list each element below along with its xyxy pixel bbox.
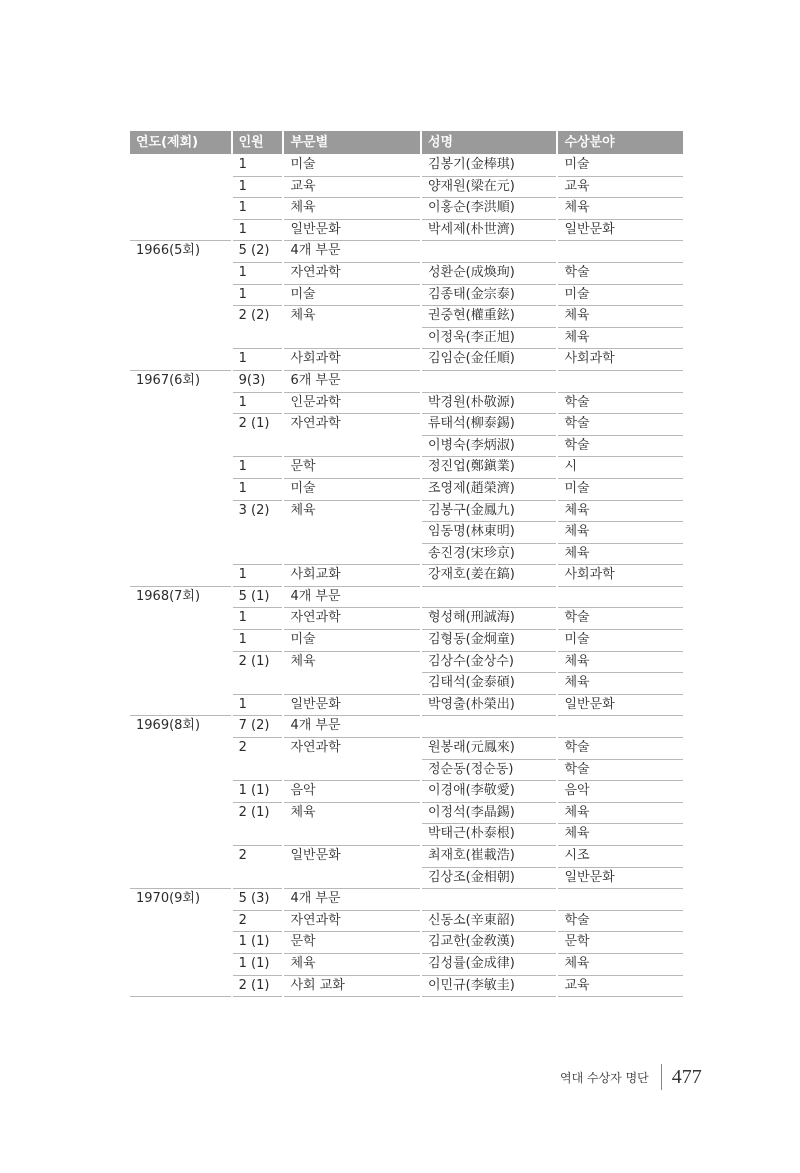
cell-count: [233, 544, 283, 566]
cell-year: [130, 803, 231, 825]
table-row: [130, 371, 683, 393]
table-row: [130, 587, 683, 609]
table-row: [130, 846, 683, 868]
cell-name: 김상수(金상수): [422, 652, 557, 674]
table-row: [130, 716, 683, 738]
cell-year: [130, 652, 231, 674]
table-row: [130, 220, 683, 242]
cell-category: 교육: [284, 177, 420, 199]
table-row: [130, 976, 683, 998]
cell-name: 박영출(朴榮出): [422, 695, 557, 717]
header-year: 연도(제회): [130, 131, 231, 154]
cell-name: 김봉구(金鳳九): [422, 501, 557, 523]
cell-category: 4개 부문: [284, 889, 420, 911]
table-row: [130, 911, 683, 933]
cell-category: 문학: [284, 457, 420, 479]
cell-year: [130, 479, 231, 501]
table-row: [130, 501, 683, 523]
cell-name: 박태근(朴泰根): [422, 824, 557, 846]
cell-name: 최재호(崔載浩): [422, 846, 557, 868]
cell-field: 학술: [558, 263, 683, 285]
cell-name: 이정석(李晶錫): [422, 803, 557, 825]
cell-field: [558, 371, 683, 393]
cell-field: 체육: [558, 954, 683, 976]
cell-year: [130, 544, 231, 566]
cell-category: [284, 328, 420, 350]
cell-year: [130, 608, 231, 630]
cell-count: 1: [233, 695, 283, 717]
table-row: [130, 565, 683, 587]
cell-category: [284, 760, 420, 782]
table-row: [130, 522, 683, 544]
cell-year: [130, 695, 231, 717]
cell-field: 미술: [558, 630, 683, 652]
cell-field: [558, 889, 683, 911]
cell-category: 자연과학: [290, 740, 341, 756]
table-body: [130, 155, 683, 997]
cell-name: 김종태(金宗泰): [422, 285, 557, 307]
table-row: [130, 393, 683, 415]
cell-category: 일반문화: [284, 695, 420, 717]
table-row: [130, 177, 683, 199]
cell-field: 미술: [558, 155, 683, 177]
cell-field: 교육: [558, 177, 683, 199]
cell-name: 임동명(林東明): [422, 522, 557, 544]
cell-name: 류태석(柳泰錫): [422, 414, 557, 436]
cell-year: [130, 565, 231, 587]
cell-count: 1 (1): [233, 954, 283, 976]
cell-year: 1967(6회): [136, 372, 201, 388]
table-row: [130, 306, 683, 328]
cell-count: 2: [238, 848, 247, 863]
header-field: 수상분야: [558, 131, 683, 154]
cell-name: 이경애(李敬愛): [422, 781, 557, 803]
cell-field: 일반문화: [558, 695, 683, 717]
table-row: [130, 652, 683, 674]
cell-year: [130, 177, 231, 199]
cell-field: 체육: [558, 652, 683, 674]
cell-category: 체육: [284, 198, 420, 220]
cell-field: 일반문화: [558, 220, 683, 242]
cell-year: 1970(9회): [136, 891, 201, 907]
cell-year: [130, 198, 231, 220]
cell-year: 1966(5회): [136, 243, 201, 259]
table-row: [130, 673, 683, 695]
cell-field: 학술: [558, 738, 683, 760]
cell-count: 5 (1): [233, 587, 283, 609]
awards-table: [130, 131, 683, 997]
cell-category: 문학: [284, 932, 420, 954]
cell-year: [130, 911, 231, 933]
cell-year: [130, 781, 231, 803]
cell-count: 1: [233, 479, 283, 501]
cell-field: 학술: [558, 414, 683, 436]
table-row: [130, 285, 683, 307]
table-row: [130, 954, 683, 976]
table-row: [130, 608, 683, 630]
cell-category: 미술: [284, 630, 420, 652]
cell-year: [130, 522, 231, 544]
cell-category: [284, 868, 420, 890]
cell-category: 4개 부문: [284, 716, 420, 738]
cell-field: 시조: [558, 846, 683, 868]
cell-name: 김교한(金敎漢): [422, 932, 557, 954]
cell-count: 7 (2): [233, 716, 283, 738]
header-count: 인원: [233, 131, 283, 154]
cell-count: [233, 328, 283, 350]
table-row: [130, 781, 683, 803]
cell-count: 9(3): [233, 371, 283, 393]
table-row: [130, 695, 683, 717]
cell-category: 자연과학: [290, 416, 341, 432]
cell-count: 2 (1): [238, 653, 270, 669]
cell-year: [130, 393, 231, 415]
cell-field: 체육: [558, 824, 683, 846]
table-row: [130, 544, 683, 566]
cell-category: 사회 교화: [284, 976, 420, 998]
table-row: [130, 868, 683, 890]
table-row: [130, 479, 683, 501]
cell-field: [558, 716, 683, 738]
cell-count: 5 (2): [233, 241, 283, 263]
cell-field: 체육: [558, 522, 683, 544]
cell-name: 이민규(李敏圭): [422, 976, 557, 998]
cell-name: 송진경(宋珍京): [422, 544, 557, 566]
table-row: [130, 241, 683, 263]
cell-name: 박경원(朴敬源): [422, 393, 557, 415]
cell-year: [130, 501, 231, 523]
cell-category: 체육: [290, 502, 316, 518]
cell-year: [130, 328, 231, 350]
cell-count: 3 (2): [238, 502, 270, 518]
cell-field: 체육: [558, 328, 683, 350]
cell-name: 이홍순(李洪順): [422, 198, 557, 220]
cell-year: 1969(8회): [136, 718, 201, 734]
cell-count: 1: [233, 630, 283, 652]
cell-name: [422, 371, 557, 393]
cell-count: [233, 824, 283, 846]
cell-count: 2 (1): [238, 804, 270, 820]
cell-field: 시: [558, 457, 683, 479]
cell-year: [130, 414, 231, 436]
cell-name: [422, 716, 557, 738]
cell-name: [422, 889, 557, 911]
table-row: [130, 349, 683, 371]
cell-year: [130, 868, 231, 890]
table-row: [130, 198, 683, 220]
cell-name: 성환순(成煥珣): [422, 263, 557, 285]
cell-year: 1968(7회): [136, 588, 201, 604]
cell-category: 자연과학: [284, 263, 420, 285]
cell-field: 사회과학: [558, 565, 683, 587]
cell-field: 체육: [558, 803, 683, 825]
cell-count: 1: [233, 457, 283, 479]
table-row: [130, 414, 683, 436]
cell-count: [233, 673, 283, 695]
cell-name: 권중현(權重鉉): [422, 306, 557, 328]
header-category: 부문별: [284, 131, 420, 154]
cell-name: 신동소(辛東韶): [422, 911, 557, 933]
cell-name: 김성률(金成律): [422, 954, 557, 976]
cell-category: [284, 673, 420, 695]
cell-count: 1: [233, 177, 283, 199]
cell-field: 교육: [558, 976, 683, 998]
cell-field: 학술: [558, 436, 683, 458]
cell-field: 학술: [558, 911, 683, 933]
cell-count: 1: [233, 220, 283, 242]
cell-year: [130, 263, 231, 285]
cell-category: [284, 544, 420, 566]
cell-count: 1: [233, 263, 283, 285]
cell-category: 일반문화: [290, 848, 341, 863]
table-row: [130, 263, 683, 285]
cell-category: [284, 522, 420, 544]
cell-name: 김임순(金任順): [422, 349, 557, 371]
cell-count: 2: [233, 911, 283, 933]
cell-category: 일반문화: [284, 220, 420, 242]
cell-category: 사회과학: [284, 349, 420, 371]
cell-name: 정순동(정순동): [422, 760, 557, 782]
header-name: 성명: [422, 131, 557, 154]
cell-year: [130, 349, 231, 371]
cell-year: [130, 220, 231, 242]
cell-year: [130, 285, 231, 307]
table-row: [130, 803, 683, 825]
cell-field: 체육: [558, 544, 683, 566]
cell-field: 사회과학: [558, 349, 683, 371]
cell-name: 이정욱(李正旭): [422, 328, 557, 350]
cell-name: 이병숙(李炳淑): [422, 436, 557, 458]
cell-category: 자연과학: [284, 911, 420, 933]
cell-category: 미술: [284, 479, 420, 501]
cell-field: 미술: [558, 285, 683, 307]
cell-name: 원봉래(元鳳來): [422, 738, 557, 760]
cell-year: [130, 976, 231, 998]
cell-field: [558, 241, 683, 263]
cell-count: 1: [233, 349, 283, 371]
cell-count: 2 (1): [238, 416, 270, 432]
cell-category: 체육: [284, 954, 420, 976]
cell-count: [233, 522, 283, 544]
cell-field: 학술: [558, 608, 683, 630]
cell-year: [130, 673, 231, 695]
table-header: [130, 131, 683, 154]
cell-category: 체육: [290, 308, 316, 324]
cell-field: 일반문화: [558, 868, 683, 890]
table-row: [130, 630, 683, 652]
page-footer: [560, 1062, 702, 1092]
cell-name: 김봉기(金棒琪): [422, 155, 557, 177]
page-number: 477: [671, 1065, 702, 1088]
cell-name: 김상조(金相朝): [422, 868, 557, 890]
table-row: [130, 932, 683, 954]
cell-field: 체육: [558, 198, 683, 220]
cell-category: 미술: [284, 155, 420, 177]
cell-name: 정진업(鄭鎭業): [422, 457, 557, 479]
cell-year: [130, 436, 231, 458]
cell-category: [284, 824, 420, 846]
cell-name: 형성해(刑誠海): [422, 608, 557, 630]
cell-count: 1: [233, 198, 283, 220]
cell-count: 1: [233, 285, 283, 307]
cell-count: [233, 760, 283, 782]
cell-name: 강재호(姜在鎬): [422, 565, 557, 587]
cell-category: 4개 부문: [284, 241, 420, 263]
cell-name: 양재원(梁在元): [422, 177, 557, 199]
cell-year: [130, 932, 231, 954]
cell-category: 인문과학: [284, 393, 420, 415]
table-row: [130, 457, 683, 479]
footer-section-label: 역대 수상자 명단: [560, 1070, 649, 1085]
cell-count: [233, 436, 283, 458]
cell-field: 문학: [558, 932, 683, 954]
cell-name: 김태석(金泰碩): [422, 673, 557, 695]
footer-divider: [661, 1064, 662, 1090]
cell-year: [130, 155, 231, 177]
cell-name: 조영제(趙榮濟): [422, 479, 557, 501]
cell-category: 미술: [284, 285, 420, 307]
table-row: [130, 328, 683, 350]
cell-category: 체육: [290, 653, 316, 669]
cell-count: 2 (1): [233, 976, 283, 998]
table-row: [130, 889, 683, 911]
cell-category: 음악: [284, 781, 420, 803]
cell-year: [130, 630, 231, 652]
table-row: [130, 436, 683, 458]
cell-category: 자연과학: [284, 608, 420, 630]
cell-field: 체육: [558, 673, 683, 695]
cell-category: 6개 부문: [284, 371, 420, 393]
cell-year: [130, 760, 231, 782]
cell-count: [233, 868, 283, 890]
cell-field: 체육: [558, 306, 683, 328]
cell-name: [422, 241, 557, 263]
cell-name: [422, 587, 557, 609]
cell-count: 2: [238, 740, 247, 756]
cell-field: 학술: [558, 760, 683, 782]
cell-category: 체육: [290, 804, 316, 820]
cell-count: 1: [233, 608, 283, 630]
cell-count: 1: [233, 565, 283, 587]
cell-year: [130, 738, 231, 760]
cell-count: 1 (1): [233, 932, 283, 954]
cell-count: 1 (1): [233, 781, 283, 803]
cell-count: 1: [233, 393, 283, 415]
cell-year: [130, 954, 231, 976]
table-row: [130, 824, 683, 846]
cell-year: [130, 457, 231, 479]
cell-year: [130, 306, 231, 328]
cell-field: 학술: [558, 393, 683, 415]
cell-name: 박세제(朴世濟): [422, 220, 557, 242]
table-row: [130, 760, 683, 782]
cell-category: 사회교화: [284, 565, 420, 587]
cell-field: 미술: [558, 479, 683, 501]
table-row: [130, 155, 683, 177]
table-row: [130, 738, 683, 760]
cell-field: 음악: [558, 781, 683, 803]
cell-category: 4개 부문: [284, 587, 420, 609]
cell-count: 5 (3): [233, 889, 283, 911]
cell-count: 2 (2): [238, 308, 270, 324]
cell-count: 1: [233, 155, 283, 177]
cell-year: [130, 824, 231, 846]
cell-field: [558, 587, 683, 609]
cell-year: [130, 846, 231, 868]
cell-field: 체육: [558, 501, 683, 523]
cell-category: [284, 436, 420, 458]
cell-name: 김형동(金炯童): [422, 630, 557, 652]
